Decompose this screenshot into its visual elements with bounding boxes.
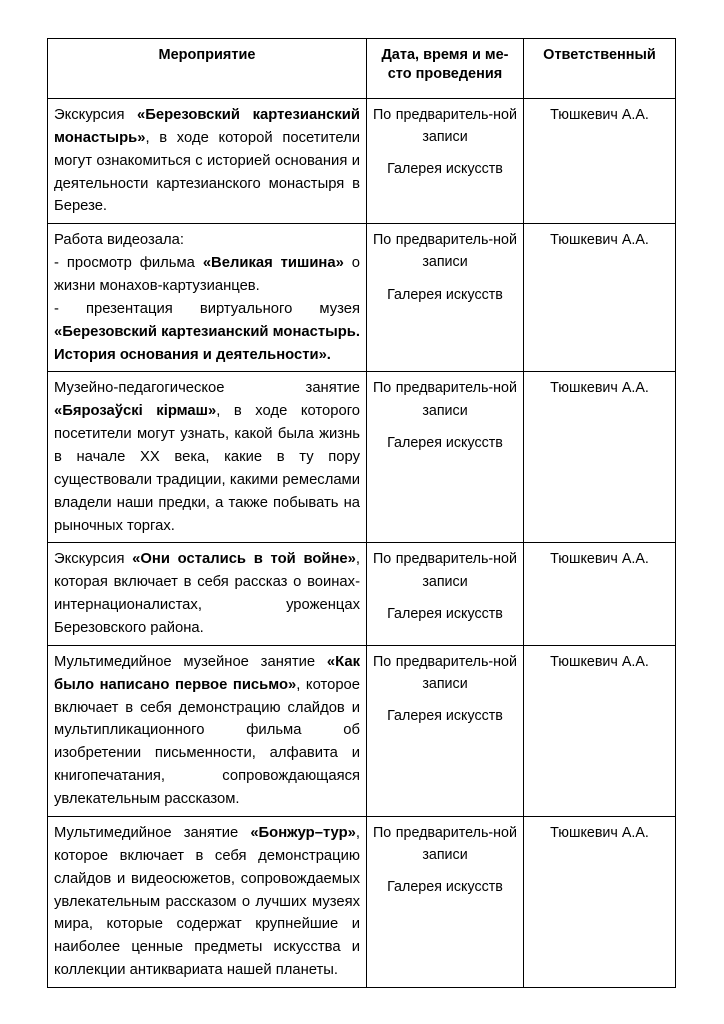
event-text: , которое включает в себя демонстрацию слайдов и видеосюжетов, сопровождаемых увлекательным рассказом о лучших музеях мира, которые содержат крупнейшие и наиболее ценные предметы искусства и коллекции антиквариата нашей планеты.	[54, 824, 360, 979]
event-text: Экскурсия	[54, 551, 133, 568]
event-paragraph	[54, 822, 360, 982]
event-text: Мультимедийное занятие	[54, 824, 251, 841]
cell-datetime-place	[367, 543, 524, 645]
table-row	[48, 224, 676, 372]
datetime-place: Галерея искусств	[387, 161, 503, 178]
cell-event	[48, 645, 367, 816]
cell-responsible-person: Тюшкевич А.А.	[524, 645, 676, 816]
datetime-note: По предваритель-ной записи	[373, 551, 517, 590]
cell-datetime-place	[367, 224, 524, 372]
datetime-place: Галерея искусств	[387, 879, 503, 896]
table-row	[48, 372, 676, 543]
table-row	[48, 645, 676, 816]
datetime-note: По предваритель-ной записи	[373, 653, 517, 693]
table-row	[48, 816, 676, 987]
cell-event	[48, 543, 367, 645]
event-text: Мультимедийное музейное занятие	[54, 653, 327, 670]
events-schedule-table	[47, 38, 676, 988]
datetime-place: Галерея искусств	[387, 605, 503, 622]
event-paragraph	[54, 377, 360, 537]
event-text: Музейно-педагогическое занятие	[54, 380, 360, 397]
event-paragraph	[54, 104, 360, 218]
cell-datetime-place	[367, 816, 524, 987]
event-title-emphasis: «Как было написано первое письмо»	[54, 653, 360, 693]
table-header	[48, 39, 676, 99]
datetime-note: По предваритель-ной записи	[373, 380, 517, 419]
cell-datetime-place	[367, 372, 524, 543]
table-row	[48, 543, 676, 645]
event-text: , в ходе которой посетители могут ознакомиться с историей основания и деятельности картезианского монастыря в Березе.	[54, 129, 360, 215]
datetime-note: По предваритель-ной записи	[373, 107, 517, 146]
event-text: - просмотр фильма	[54, 255, 203, 272]
event-text: Работа видеозала:	[54, 232, 184, 249]
table-row	[48, 99, 676, 224]
cell-event	[48, 99, 367, 224]
event-paragraph	[54, 548, 360, 639]
column-header-person: Ответственный	[524, 39, 676, 99]
column-header-event: Мероприятие	[48, 39, 367, 99]
datetime-place: Галерея искусств	[387, 434, 503, 451]
cell-event	[48, 816, 367, 987]
event-paragraph	[54, 651, 360, 811]
datetime-note: По предваритель-ной записи	[373, 824, 517, 864]
datetime-note: По предваритель-ной записи	[373, 232, 517, 271]
event-title-emphasis: «Великая тишина»	[202, 255, 344, 272]
event-text: Экскурсия	[54, 107, 138, 123]
event-text: о жизни монахов-картузианцев.	[54, 255, 360, 295]
cell-datetime-place	[367, 645, 524, 816]
cell-datetime-place	[367, 99, 524, 224]
event-title-emphasis: «Бонжур–тур»	[250, 824, 356, 841]
event-paragraph	[54, 298, 360, 367]
event-title-emphasis: «Березовский картезианский монастырь»	[54, 107, 360, 146]
event-title-emphasis: «Березовский картезианский монастырь. История основания и деятельности».	[54, 323, 360, 363]
column-header-datetime-line2: сто проведения	[387, 66, 503, 83]
event-paragraph	[54, 229, 360, 252]
cell-responsible-person: Тюшкевич А.А.	[524, 99, 676, 224]
cell-responsible-person: Тюшкевич А.А.	[524, 224, 676, 372]
event-text: , которое включает в себя демонстрацию слайдов и мультипликационного фильма об изобретении письменности, алфавита и книгопечатания, сопровождающаяся увлекательным рассказом.	[54, 676, 361, 808]
cell-responsible-person: Тюшкевич А.А.	[524, 372, 676, 543]
table-body	[48, 99, 676, 988]
cell-responsible-person: Тюшкевич А.А.	[524, 816, 676, 987]
event-title-emphasis: «Бярозаўскі кірмаш»	[54, 403, 217, 420]
column-header-datetime	[367, 39, 524, 99]
event-text: , которая включает в себя рассказ о воинах-интернационалистах, уроженцах Березовского района.	[54, 551, 360, 637]
datetime-place: Галерея искусств	[387, 286, 503, 303]
cell-responsible-person: Тюшкевич А.А.	[524, 543, 676, 645]
event-paragraph	[54, 252, 360, 298]
column-header-datetime-line1: Дата, время и ме-	[381, 47, 509, 63]
cell-event	[48, 224, 367, 372]
event-text: , в ходе которого посетители могут узнать, какой была жизнь в начале XX века, какие в ту пору существовали традиции, какими ремеслами владели наши предки, а также побывать на рыночных торгах.	[54, 403, 361, 534]
table-header-row	[48, 39, 676, 99]
datetime-place: Галерея искусств	[387, 708, 503, 725]
event-text: - презентация виртуального музея	[54, 300, 360, 317]
event-title-emphasis: «Они остались в той войне»	[132, 551, 356, 568]
cell-event	[48, 372, 367, 543]
